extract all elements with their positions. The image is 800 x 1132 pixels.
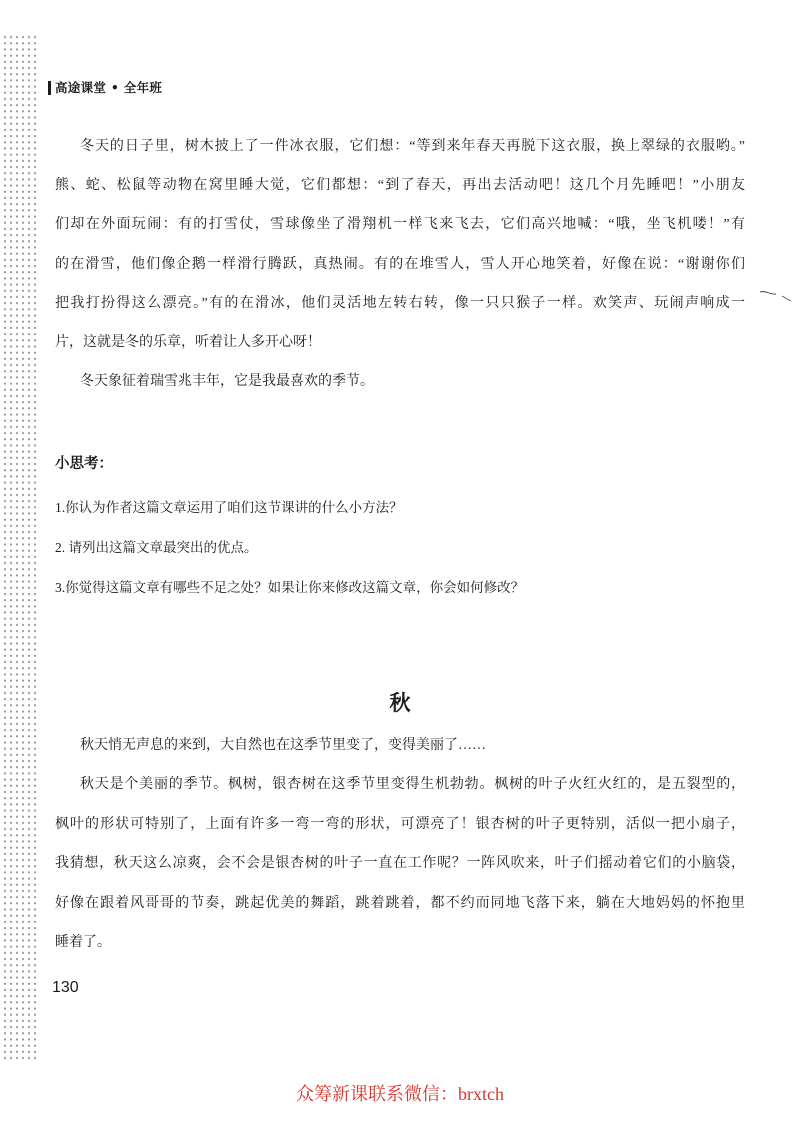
header-bar (48, 81, 51, 95)
winter-essay-conclusion: 冬天象征着瑞雪兆丰年，它是我最喜欢的季节。 (80, 374, 374, 390)
winter-essay-line: 把我打扮得这么漂亮。”有的在滑冰，他们灵活地左转右转，像一只只猴子一样。欢笑声、玩闹声响成一 (55, 295, 745, 311)
autumn-essay-line: 秋天是个美丽的季节。枫树，银杏树在这季节里变得生机勃勃。枫树的叶子火红火红的，是五裂型的， (80, 777, 745, 793)
winter-essay-line: 的在滑雪，他们像企鹅一样滑行腾跃，真热闹。有的在堆雪人，雪人开心地笑着，好像在说：“谢谢你们 (55, 256, 745, 272)
winter-essay (55, 127, 745, 401)
autumn-essay-line: 枫叶的形状可特别了，上面有许多一弯一弯的形状，可漂亮了！银杏树的叶子更特别，活似一把小扇子， (55, 816, 745, 832)
header-title: 高途课堂 • 全年班 (55, 80, 163, 95)
autumn-essay-line: 睡着了。 (55, 935, 111, 951)
autumn-essay (55, 726, 745, 962)
page-header (48, 80, 162, 96)
scan-mark (758, 284, 794, 304)
autumn-essay-title: 秋 (389, 691, 411, 715)
winter-essay-line: 熊、蛇、松鼠等动物在窝里睡大觉，它们都想：“到了春天，再出去活动吧！这几个月先睡吧！”小朋友 (55, 178, 745, 194)
autumn-essay-line: 我猜想，秋天这么凉爽，会不会是银杏树的叶子一直在工作呢？一阵风吹来，叶子们摇动着它们的小脑袋， (55, 856, 745, 872)
question-item: 2. 请列出这篇文章最突出的优点。 (55, 540, 258, 555)
winter-essay-line: 们却在外面玩闹：有的打雪仗，雪球像坐了滑翔机一样飞来飞去，它们高兴地喊：“哦，坐飞机喽！”有 (55, 217, 745, 233)
winter-essay-line: 片，这就是冬的乐章，听着让人多开心呀！ (55, 335, 321, 351)
page-number: 130 (52, 979, 79, 996)
autumn-essay-intro: 秋天悄无声息的来到，大自然也在这季节里变了，变得美丽了…… (80, 738, 486, 753)
binding-hole-dots (2, 34, 40, 1062)
autumn-essay-line: 好像在跟着风哥哥的节奏，跳起优美的舞蹈，跳着跳着，都不约而同地飞落下来，躺在大地妈妈的怀抱里 (55, 895, 745, 911)
footer-watermark: 众筹新课联系微信：brxtch (296, 1084, 504, 1104)
question-item: 1.你认为作者这篇文章运用了咱们这节课讲的什么小方法？ (55, 500, 403, 515)
winter-essay-line: 冬天的日子里，树木披上了一件冰衣服，它们想：“等到来年春天再脱下这衣服，换上翠绿的衣服哟。” (80, 139, 745, 154)
question-item: 3.你觉得这篇文章有哪些不足之处？如果让你来修改这篇文章，你会如何修改？ (55, 580, 525, 595)
questions-heading: 小思考： (55, 456, 113, 472)
